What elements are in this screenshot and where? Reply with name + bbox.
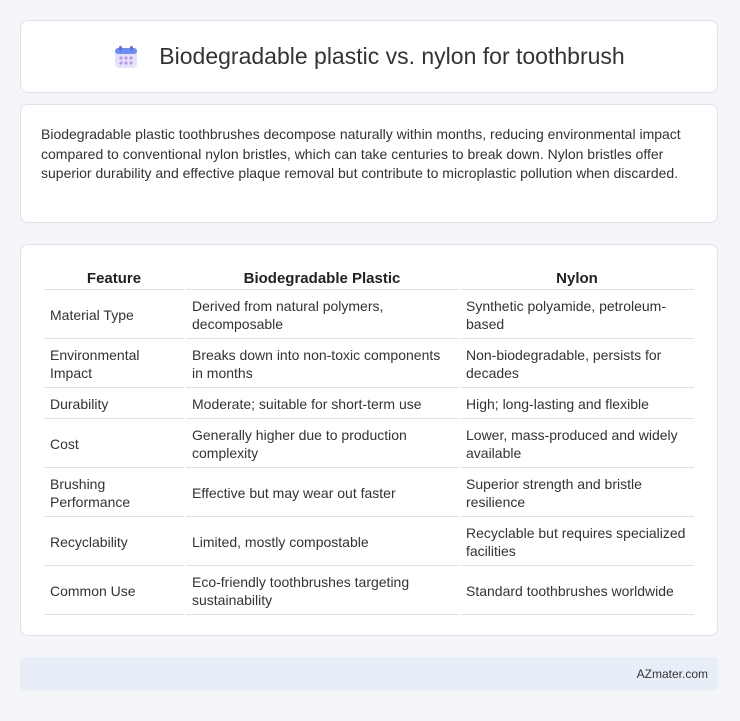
row-feature: Common Use <box>44 568 184 615</box>
row-nylon: Non-biodegradable, persists for decades <box>460 341 694 388</box>
calendar-icon <box>113 44 139 70</box>
table-header-row <box>44 267 694 290</box>
table-row <box>44 519 694 566</box>
row-nylon: Standard toothbrushes worldwide <box>460 568 694 615</box>
comparison-card <box>20 244 718 636</box>
table-row <box>44 341 694 388</box>
table-row <box>44 568 694 615</box>
row-biodegradable: Generally higher due to production complexity <box>186 421 458 468</box>
page-title: Biodegradable plastic vs. nylon for toothbrush <box>159 43 625 69</box>
row-feature: Durability <box>44 390 184 419</box>
row-feature: Brushing Performance <box>44 470 184 517</box>
row-biodegradable: Eco-friendly toothbrushes targeting sustainability <box>186 568 458 615</box>
row-biodegradable: Limited, mostly compostable <box>186 519 458 566</box>
header-feature: Feature <box>44 267 184 290</box>
intro-paragraph: Biodegradable plastic toothbrushes decompose naturally within months, reducing environmental impact compared to conventional nylon bristles, which can take centuries to break down. Nylon bristles offer superior durability and effective plaque removal but contribute to microplastic pollution when discarded. <box>41 126 681 181</box>
table-row <box>44 421 694 468</box>
row-nylon: Recyclable but requires specialized facilities <box>460 519 694 566</box>
row-nylon: High; long-lasting and flexible <box>460 390 694 419</box>
row-biodegradable: Moderate; suitable for short-term use <box>186 390 458 419</box>
row-feature: Recyclability <box>44 519 184 566</box>
header-nylon: Nylon <box>460 267 694 290</box>
footer-bar <box>20 657 718 690</box>
row-feature: Material Type <box>44 292 184 339</box>
header-biodegradable: Biodegradable Plastic <box>186 267 458 290</box>
comparison-table <box>42 265 696 617</box>
row-feature: Environmental Impact <box>44 341 184 388</box>
row-biodegradable: Effective but may wear out faster <box>186 470 458 517</box>
intro-card <box>20 104 718 223</box>
title-card <box>20 20 718 93</box>
row-nylon: Superior strength and bristle resilience <box>460 470 694 517</box>
row-biodegradable: Breaks down into non-toxic components in months <box>186 341 458 388</box>
row-biodegradable: Derived from natural polymers, decomposable <box>186 292 458 339</box>
table-row <box>44 390 694 419</box>
table-row <box>44 292 694 339</box>
row-feature: Cost <box>44 421 184 468</box>
table-row <box>44 470 694 517</box>
footer-brand[interactable]: AZmater.com <box>636 666 708 681</box>
row-nylon: Synthetic polyamide, petroleum-based <box>460 292 694 339</box>
title-wrap <box>113 43 624 70</box>
row-nylon: Lower, mass-produced and widely available <box>460 421 694 468</box>
